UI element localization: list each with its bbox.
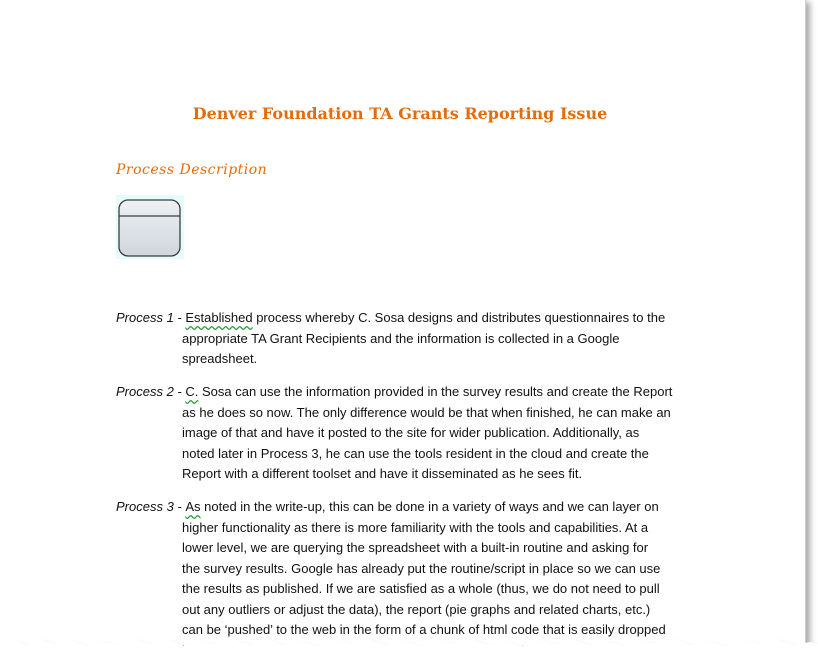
spellcheck-word: Established: [185, 310, 253, 325]
paragraph-line: as he does so now. The only difference would be that when finished, he can make an: [182, 404, 671, 420]
paragraph-line: out any outliers or adjust the data), the report (pie graphs and related charts, etc.): [182, 601, 651, 617]
paragraph-line: image of that and have it posted to the site for wider publication. Additionally, as: [182, 425, 640, 440]
process-shape-icon: [116, 195, 184, 259]
process-label: Process 2 -: [116, 384, 186, 399]
paragraph-line: process whereby C. Sosa designs and distributes questionnaires to the: [252, 310, 666, 325]
paragraph-line: noted in the write-up, this can be done in a variety of ways and we can layer on: [200, 499, 659, 514]
spellcheck-word: As: [185, 499, 201, 514]
section-heading: Process Description: [116, 162, 268, 178]
paragraph-line: can be ‘pushed’ to the web in the form of a chunk of html code that is easily dropped: [182, 622, 666, 637]
paragraph-line: Report with a different toolset and have it disseminated as he sees fit.: [182, 466, 583, 481]
paragraph-line: spreadsheet.: [182, 351, 258, 366]
torn-paper-edge: [0, 622, 818, 670]
paragraph-line: the survey results. Google has already put the routine/script in place so we can use: [182, 560, 661, 576]
process-label: Process 1 -: [116, 310, 186, 325]
process-1-paragraph: [116, 308, 706, 370]
paragraph-line: lower level, we are querying the spreadsheet with a built-in routine and asking for: [182, 540, 649, 555]
spellcheck-word: C.: [185, 384, 199, 399]
paragraph-line: higher functionality as there is more familiarity with the tools and capabilities. At a: [182, 519, 649, 535]
paragraph-line: Sosa can use the information provided in the survey results and create the Report: [198, 384, 673, 399]
process-label: Process 3 -: [116, 499, 186, 514]
paragraph-line: appropriate TA Grant Recipients and the information is collected in a Google: [182, 330, 620, 346]
document-title: Denver Foundation TA Grants Reporting Issue: [192, 104, 608, 123]
paragraph-line: noted later in Process 3, he can use the tools resident in the cloud and create the: [182, 445, 649, 461]
process-2-paragraph: [116, 382, 706, 485]
paragraph-line: the results as published. If we are satisfied as a whole (thus, we do not need to pull: [182, 581, 660, 596]
